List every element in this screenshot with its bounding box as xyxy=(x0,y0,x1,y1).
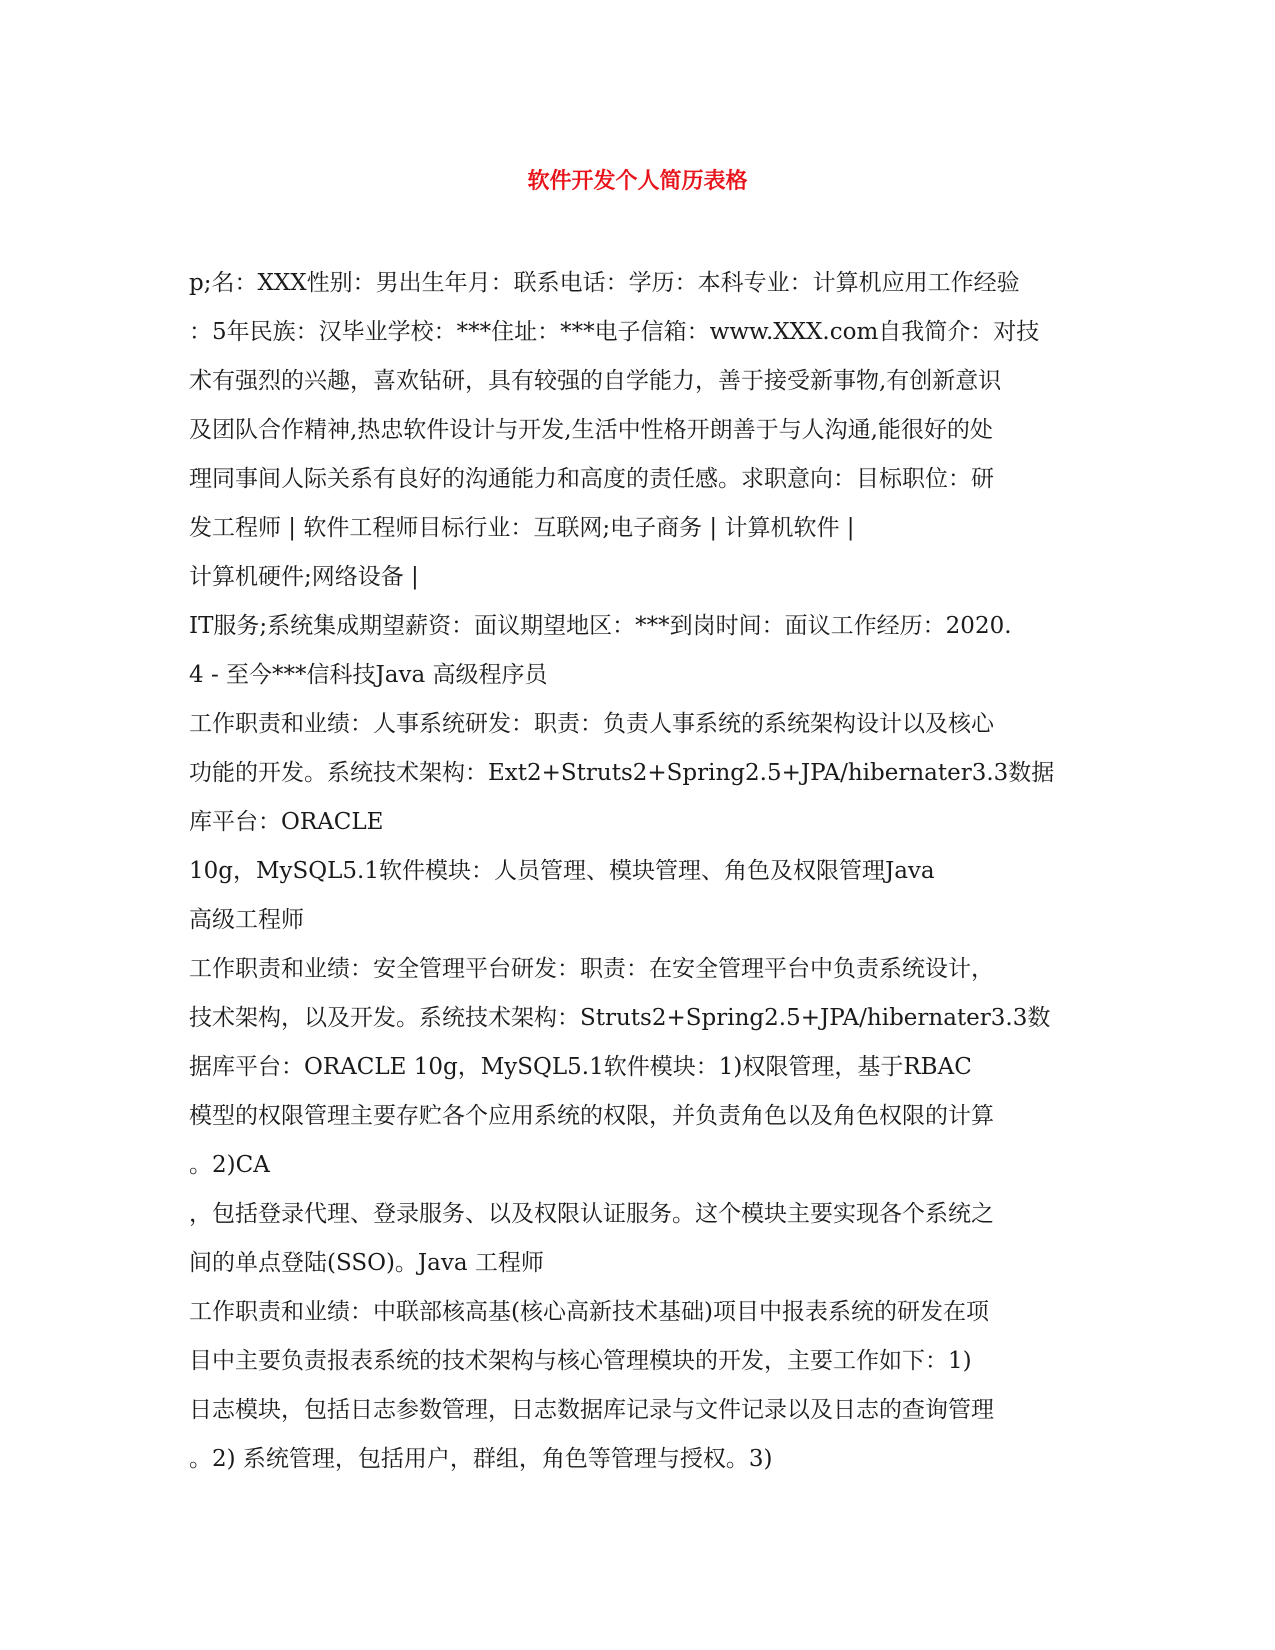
text-line: 高级工程师 xyxy=(189,907,304,933)
text-line: 10g，MySQL5.1软件模块：人员管理、模块管理、角色及权限管理Java xyxy=(189,858,935,884)
text-line: 模型的权限管理主要存贮各个应用系统的权限，并负责角色以及角色权限的计算 xyxy=(189,1103,994,1129)
text-line: 及团队合作精神,热忠软件设计与开发,生活中性格开朗善于与人沟通,能很好的处 xyxy=(189,417,993,443)
text-line: 日志模块，包括日志参数管理，日志数据库记录与文件记录以及日志的查询管理 xyxy=(189,1397,994,1423)
text-line: 据库平台：ORACLE 10g，MySQL5.1软件模块：1)权限管理，基于RBAC xyxy=(189,1054,972,1080)
document-title: 软件开发个人简历表格 xyxy=(527,168,748,194)
text-line: 术有强烈的兴趣，喜欢钻研，具有较强的自学能力，善于接受新事物,有创新意识 xyxy=(189,368,1002,394)
text-line: 技术架构，以及开发。系统技术架构：Struts2+Spring2.5+JPA/hibernater3.3数 xyxy=(189,1005,1051,1031)
document-body xyxy=(189,259,1085,1484)
text-line: 间的单点登陆(SSO)。Java 工程师 xyxy=(189,1250,544,1276)
text-line: 发工程师 | 软件工程师目标行业：互联网;电子商务 | 计算机软件 | xyxy=(189,515,855,541)
text-line: ，包括登录代理、登录服务、以及权限认证服务。这个模块主要实现各个系统之 xyxy=(189,1201,994,1227)
text-line: ：5年民族：汉毕业学校：***住址：***电子信箱：www.XXX.com自我简介：对技 xyxy=(189,319,1040,345)
text-line: 工作职责和业绩：人事系统研发：职责：负责人事系统的系统架构设计以及核心 xyxy=(189,711,994,737)
text-line: 计算机硬件;网络设备 | xyxy=(189,564,419,590)
text-line: IT服务;系统集成期望薪资：面议期望地区：***到岗时间：面议工作经历：2020. xyxy=(189,613,1012,639)
text-line: 。2) 系统管理，包括用户，群组，角色等管理与授权。3) xyxy=(189,1446,773,1472)
text-line: 4 - 至今***信科技Java 高级程序员 xyxy=(189,662,548,688)
text-line: 。2)CA xyxy=(189,1152,270,1178)
text-line: p;名：XXX性别：男出生年月：联系电话：学历：本科专业：计算机应用工作经验 xyxy=(189,270,1020,296)
text-line: 理同事间人际关系有良好的沟通能力和高度的责任感。求职意向：目标职位：研 xyxy=(189,466,994,492)
text-line: 工作职责和业绩：中联部核高基(核心高新技术基础)项目中报表系统的研发在项 xyxy=(189,1299,989,1325)
text-line: 功能的开发。系统技术架构：Ext2+Struts2+Spring2.5+JPA/hibernater3.3数据 xyxy=(189,760,1055,786)
text-line: 工作职责和业绩：安全管理平台研发：职责：在安全管理平台中负责系统设计， xyxy=(189,956,994,982)
text-line: 库平台：ORACLE xyxy=(189,809,384,835)
text-line: 目中主要负责报表系统的技术架构与核心管理模块的开发，主要工作如下：1) xyxy=(189,1348,972,1374)
